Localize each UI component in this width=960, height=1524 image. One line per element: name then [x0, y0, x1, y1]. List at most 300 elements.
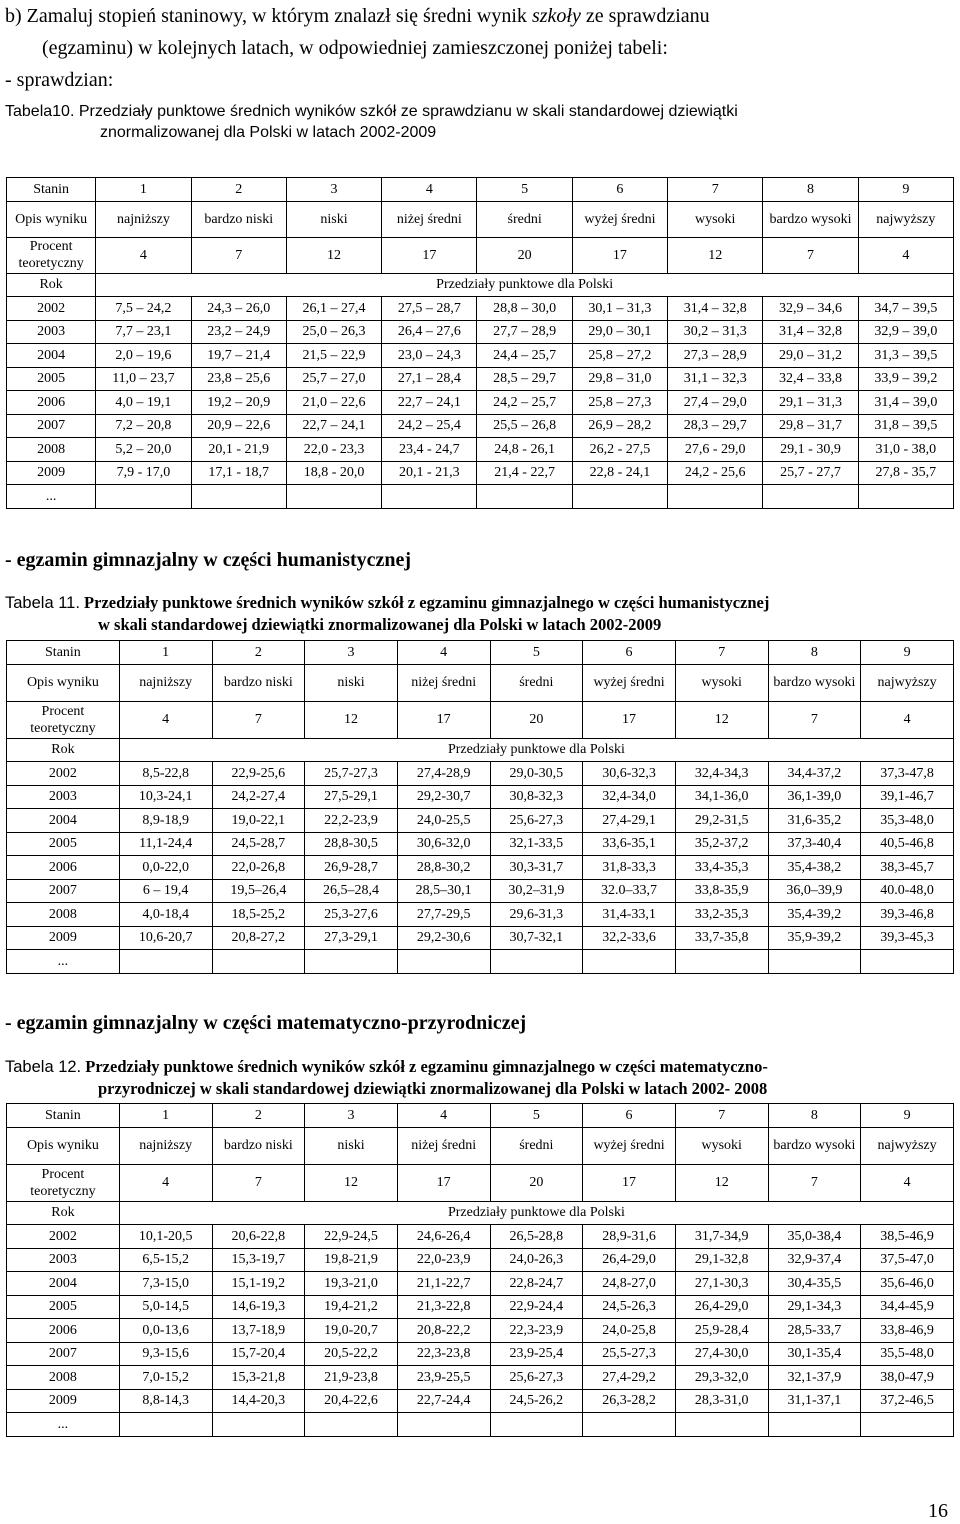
range-cell: 30,6-32,0	[397, 832, 490, 856]
range-cell: 14,6-19,3	[212, 1295, 305, 1319]
table11	[6, 640, 954, 974]
range-cell: 31,4-33,1	[583, 903, 676, 927]
range-cell: 28,3-31,0	[675, 1389, 768, 1413]
range-cell: 20,1 - 21,9	[191, 438, 286, 462]
range-cell: 27,4-29,2	[583, 1366, 676, 1390]
procent-cell: 12	[305, 1164, 398, 1201]
range-cell: 19,8-21,9	[305, 1248, 398, 1272]
range-cell: 21,1-22,7	[397, 1272, 490, 1296]
empty-cell	[668, 485, 763, 509]
range-cell: 29,2-31,5	[675, 809, 768, 833]
procent-cell: 17	[583, 1164, 676, 1201]
year-cell: 2006	[7, 856, 120, 880]
table-row	[7, 1342, 954, 1366]
empty-cell	[397, 1413, 490, 1437]
range-cell: 23,9-25,4	[490, 1342, 583, 1366]
range-cell: 32,2-33,6	[583, 926, 676, 950]
opis-cell: najwyższy	[861, 1127, 954, 1164]
table-row	[7, 1319, 954, 1343]
range-cell: 35,6-46,0	[861, 1272, 954, 1296]
stanin-label: Stanin	[7, 641, 120, 665]
year-cell: 2009	[7, 1389, 120, 1413]
procent-cell: 17	[583, 701, 676, 738]
rok-label: Rok	[7, 273, 96, 297]
empty-cell	[96, 485, 191, 509]
stanin-row	[7, 1104, 954, 1128]
task-intro	[5, 0, 710, 96]
range-cell: 22,0-26,8	[212, 856, 305, 880]
range-cell: 0,0-13,6	[119, 1319, 212, 1343]
range-cell: 26,4-29,0	[675, 1295, 768, 1319]
range-cell: 7,0-15,2	[119, 1366, 212, 1390]
range-cell: 35,5-48,0	[861, 1342, 954, 1366]
stanin-label: Stanin	[7, 178, 96, 202]
table11-caption: Tabela 11. Przedziały punktowe średnich wyników szkół z egzaminu gimnazjalnego w części humanistycznej w skali standardowej dziewiątki znormalizowanej dla Polski w latach 2002-2009	[5, 593, 770, 634]
rok-row	[7, 738, 954, 762]
range-cell: 17,1 - 18,7	[191, 461, 286, 485]
year-cell: 2006	[7, 391, 96, 415]
range-cell: 6,5-15,2	[119, 1248, 212, 1272]
stanin-cell: 9	[858, 178, 953, 202]
range-cell: 22,7-24,4	[397, 1389, 490, 1413]
table10	[6, 177, 954, 509]
empty-cell	[490, 1413, 583, 1437]
opis-cell: najwyższy	[861, 664, 954, 701]
procent-cell: 4	[96, 237, 191, 273]
year-cell: 2005	[7, 1295, 120, 1319]
range-cell: 29,1-32,8	[675, 1248, 768, 1272]
table-row	[7, 832, 954, 856]
range-cell: 33,7-35,8	[675, 926, 768, 950]
range-cell: 25,7 – 27,0	[286, 367, 381, 391]
range-cell: 22,9-25,6	[212, 762, 305, 786]
range-cell: 22,7 – 24,1	[382, 391, 477, 415]
range-cell: 21,3-22,8	[397, 1295, 490, 1319]
empty-cell	[382, 485, 477, 509]
range-cell: 24,8-27,0	[583, 1272, 676, 1296]
range-cell: 21,0 – 22,6	[286, 391, 381, 415]
table-row	[7, 856, 954, 880]
przedzialy-label: Przedziały punktowe dla Polski	[96, 273, 954, 297]
range-cell: 28,5-33,7	[768, 1319, 861, 1343]
range-cell: 14,4-20,3	[212, 1389, 305, 1413]
table-row	[7, 879, 954, 903]
range-cell: 25,3-27,6	[305, 903, 398, 927]
range-cell: 29,3-32,0	[675, 1366, 768, 1390]
range-cell: 35,9-39,2	[768, 926, 861, 950]
opis-cell: średni	[477, 201, 572, 237]
range-cell: 24,2 – 25,4	[382, 414, 477, 438]
ellipsis-cell: ...	[7, 1413, 120, 1437]
stanin-cell: 4	[397, 641, 490, 665]
table-row	[7, 367, 954, 391]
table-row	[7, 1389, 954, 1413]
procent-row	[7, 237, 954, 273]
stanin-cell: 5	[477, 178, 572, 202]
range-cell: 31,1 – 32,3	[668, 367, 763, 391]
procent-row	[7, 701, 954, 738]
range-cell: 8,5-22,8	[119, 762, 212, 786]
range-cell: 22,0 - 23,3	[286, 438, 381, 462]
stanin-cell: 4	[382, 178, 477, 202]
range-cell: 23,9-25,5	[397, 1366, 490, 1390]
range-cell: 27,6 - 29,0	[668, 438, 763, 462]
range-cell: 10,6-20,7	[119, 926, 212, 950]
range-cell: 29,0 – 30,1	[572, 320, 667, 344]
range-cell: 27,8 - 35,7	[858, 461, 953, 485]
empty-cell	[858, 485, 953, 509]
procent-cell: 20	[477, 237, 572, 273]
opis-cell: bardzo niski	[191, 201, 286, 237]
empty-cell	[191, 485, 286, 509]
range-cell: 38,5-46,9	[861, 1225, 954, 1249]
range-cell: 24,4 – 25,7	[477, 344, 572, 368]
procent-cell: 17	[572, 237, 667, 273]
ellipsis-row	[7, 950, 954, 974]
opis-cell: niski	[286, 201, 381, 237]
range-cell: 10,3-24,1	[119, 785, 212, 809]
range-cell: 32,4-34,0	[583, 785, 676, 809]
range-cell: 34,1-36,0	[675, 785, 768, 809]
range-cell: 29,1 - 30,9	[763, 438, 858, 462]
stanin-label: Stanin	[7, 1104, 120, 1128]
procent-cell: 7	[212, 701, 305, 738]
range-cell: 40,5-46,8	[861, 832, 954, 856]
przedzialy-label: Przedziały punktowe dla Polski	[119, 1201, 953, 1225]
empty-cell	[675, 1413, 768, 1437]
range-cell: 37,3-47,8	[861, 762, 954, 786]
range-cell: 31,7-34,9	[675, 1225, 768, 1249]
range-cell: 27,4-29,1	[583, 809, 676, 833]
range-cell: 36,1-39,0	[768, 785, 861, 809]
procent-cell: 4	[858, 237, 953, 273]
range-cell: 35,4-39,2	[768, 903, 861, 927]
opis-cell: wyżej średni	[583, 1127, 676, 1164]
opis-cell: niski	[305, 1127, 398, 1164]
range-cell: 31,0 - 38,0	[858, 438, 953, 462]
year-cell: 2003	[7, 785, 120, 809]
stanin-cell: 7	[675, 641, 768, 665]
year-cell: 2008	[7, 903, 120, 927]
empty-cell	[583, 1413, 676, 1437]
ellipsis-row	[7, 1413, 954, 1437]
range-cell: 21,4 - 22,7	[477, 461, 572, 485]
range-cell: 2,0 – 19,6	[96, 344, 191, 368]
range-cell: 27,5-29,1	[305, 785, 398, 809]
table-row	[7, 762, 954, 786]
range-cell: 32.0–33,7	[583, 879, 676, 903]
range-cell: 22,9-24,4	[490, 1295, 583, 1319]
stanin-cell: 1	[119, 1104, 212, 1128]
procent-cell: 12	[305, 701, 398, 738]
opis-cell: niski	[305, 664, 398, 701]
range-cell: 30,7-32,1	[490, 926, 583, 950]
stanin-cell: 1	[119, 641, 212, 665]
range-cell: 23,2 – 24,9	[191, 320, 286, 344]
stanin-cell: 9	[861, 641, 954, 665]
range-cell: 27,3 – 28,9	[668, 344, 763, 368]
range-cell: 0,0-22,0	[119, 856, 212, 880]
procent-label: Procent teoretyczny	[7, 237, 96, 273]
range-cell: 27,4-30,0	[675, 1342, 768, 1366]
range-cell: 26,2 - 27,5	[572, 438, 667, 462]
range-cell: 31,4 – 32,8	[668, 297, 763, 321]
table-row	[7, 438, 954, 462]
range-cell: 26,9 – 28,2	[572, 414, 667, 438]
empty-cell	[119, 950, 212, 974]
range-cell: 33,8-46,9	[861, 1319, 954, 1343]
range-cell: 25,8 – 27,2	[572, 344, 667, 368]
opis-cell: wysoki	[675, 1127, 768, 1164]
range-cell: 24,8 - 26,1	[477, 438, 572, 462]
range-cell: 4,0 – 19,1	[96, 391, 191, 415]
range-cell: 35,4-38,2	[768, 856, 861, 880]
range-cell: 13,7-18,9	[212, 1319, 305, 1343]
year-cell: 2008	[7, 438, 96, 462]
procent-cell: 7	[763, 237, 858, 273]
table-row	[7, 344, 954, 368]
opis-cell: najniższy	[119, 664, 212, 701]
year-cell: 2006	[7, 1319, 120, 1343]
table-row	[7, 785, 954, 809]
empty-cell	[305, 950, 398, 974]
range-cell: 29,0 – 31,2	[763, 344, 858, 368]
opis-cell: niżej średni	[397, 664, 490, 701]
procent-cell: 12	[668, 237, 763, 273]
range-cell: 24,0-26,3	[490, 1248, 583, 1272]
range-cell: 23,0 – 24,3	[382, 344, 477, 368]
table-row	[7, 297, 954, 321]
range-cell: 19,7 – 21,4	[191, 344, 286, 368]
range-cell: 24,2-27,4	[212, 785, 305, 809]
range-cell: 11,1-24,4	[119, 832, 212, 856]
range-cell: 22,3-23,8	[397, 1342, 490, 1366]
range-cell: 15,7-20,4	[212, 1342, 305, 1366]
range-cell: 22,2-23,9	[305, 809, 398, 833]
range-cell: 36,0–39,9	[768, 879, 861, 903]
range-cell: 32,9-37,4	[768, 1248, 861, 1272]
range-cell: 30,3-31,7	[490, 856, 583, 880]
empty-cell	[861, 950, 954, 974]
range-cell: 30,2–31,9	[490, 879, 583, 903]
procent-cell: 7	[212, 1164, 305, 1201]
year-cell: 2005	[7, 367, 96, 391]
opis-cell: wysoki	[675, 664, 768, 701]
range-cell: 7,3-15,0	[119, 1272, 212, 1296]
opis-cell: bardzo niski	[212, 1127, 305, 1164]
range-cell: 20,6-22,8	[212, 1225, 305, 1249]
range-cell: 30,1-35,4	[768, 1342, 861, 1366]
range-cell: 6 – 19,4	[119, 879, 212, 903]
range-cell: 25,5 – 26,8	[477, 414, 572, 438]
range-cell: 22,7 – 24,1	[286, 414, 381, 438]
range-cell: 33,8-35,9	[675, 879, 768, 903]
empty-cell	[861, 1413, 954, 1437]
opis-cell: niżej średni	[397, 1127, 490, 1164]
opis-label: Opis wyniku	[7, 664, 120, 701]
procent-cell: 12	[675, 701, 768, 738]
range-cell: 19,0-22,1	[212, 809, 305, 833]
stanin-cell: 2	[212, 1104, 305, 1128]
range-cell: 24,3 – 26,0	[191, 297, 286, 321]
procent-cell: 4	[861, 1164, 954, 1201]
range-cell: 28,9-31,6	[583, 1225, 676, 1249]
empty-cell	[675, 950, 768, 974]
range-cell: 37,5-47,0	[861, 1248, 954, 1272]
procent-cell: 12	[286, 237, 381, 273]
range-cell: 29,2-30,7	[397, 785, 490, 809]
range-cell: 26,4 – 27,6	[382, 320, 477, 344]
range-cell: 31,6-35,2	[768, 809, 861, 833]
stanin-cell: 3	[286, 178, 381, 202]
range-cell: 15,1-19,2	[212, 1272, 305, 1296]
table-row	[7, 414, 954, 438]
table-row	[7, 1248, 954, 1272]
range-cell: 22,0-23,9	[397, 1248, 490, 1272]
empty-cell	[763, 485, 858, 509]
opis-cell: wyżej średni	[583, 664, 676, 701]
stanin-cell: 5	[490, 641, 583, 665]
range-cell: 39,3-46,8	[861, 903, 954, 927]
empty-cell	[305, 1413, 398, 1437]
table10-caption: Tabela10. Przedziały punktowe średnich wyników szkół ze sprawdzianu w skali standardowej dziewiątki znormalizowanej dla Polski w latach 2002-2009	[5, 103, 738, 141]
table-row	[7, 809, 954, 833]
range-cell: 30,6-32,3	[583, 762, 676, 786]
year-cell: 2003	[7, 1248, 120, 1272]
year-cell: 2007	[7, 879, 120, 903]
stanin-cell: 2	[212, 641, 305, 665]
range-cell: 21,9-23,8	[305, 1366, 398, 1390]
opis-cell: bardzo niski	[212, 664, 305, 701]
range-cell: 25,6-27,3	[490, 1366, 583, 1390]
range-cell: 24,2 - 25,6	[668, 461, 763, 485]
range-cell: 32,1-37,9	[768, 1366, 861, 1390]
stanin-cell: 6	[572, 178, 667, 202]
range-cell: 5,0-14,5	[119, 1295, 212, 1319]
range-cell: 28,5–30,1	[397, 879, 490, 903]
range-cell: 7,7 – 23,1	[96, 320, 191, 344]
range-cell: 30,8-32,3	[490, 785, 583, 809]
opis-cell: najniższy	[96, 201, 191, 237]
range-cell: 20,5-22,2	[305, 1342, 398, 1366]
year-cell: 2002	[7, 762, 120, 786]
year-cell: 2005	[7, 832, 120, 856]
range-cell: 28,5 – 29,7	[477, 367, 572, 391]
procent-cell: 4	[861, 701, 954, 738]
range-cell: 29,1 – 31,3	[763, 391, 858, 415]
year-cell: 2009	[7, 926, 120, 950]
task-line-1: b) Zamaluj stopień staninowy, w którym znalazł się średni wynik szkoły ze sprawdzianu	[5, 5, 710, 27]
range-cell: 29,1-34,3	[768, 1295, 861, 1319]
opis-cell: najniższy	[119, 1127, 212, 1164]
procent-cell: 12	[675, 1164, 768, 1201]
opis-cell: niżej średni	[382, 201, 477, 237]
range-cell: 26,5–28,4	[305, 879, 398, 903]
section-sprawdzian-heading: - sprawdzian:	[5, 69, 114, 91]
range-cell: 33,4-35,3	[675, 856, 768, 880]
range-cell: 26,9-28,7	[305, 856, 398, 880]
table-row	[7, 1225, 954, 1249]
opis-label: Opis wyniku	[7, 201, 96, 237]
range-cell: 20,1 - 21,3	[382, 461, 477, 485]
year-cell: 2004	[7, 344, 96, 368]
year-cell: 2003	[7, 320, 96, 344]
range-cell: 31,1-37,1	[768, 1389, 861, 1413]
opis-row	[7, 664, 954, 701]
stanin-cell: 1	[96, 178, 191, 202]
empty-cell	[490, 950, 583, 974]
range-cell: 35,0-38,4	[768, 1225, 861, 1249]
range-cell: 24,5-28,7	[212, 832, 305, 856]
table-row	[7, 1366, 954, 1390]
table-row	[7, 1272, 954, 1296]
opis-cell: bardzo wysoki	[768, 1127, 861, 1164]
stanin-cell: 8	[768, 1104, 861, 1128]
table-row	[7, 320, 954, 344]
range-cell: 29,8 – 31,0	[572, 367, 667, 391]
rok-row	[7, 1201, 954, 1225]
range-cell: 40.0-48,0	[861, 879, 954, 903]
opis-cell: średni	[490, 664, 583, 701]
range-cell: 27,7-29,5	[397, 903, 490, 927]
table-row	[7, 926, 954, 950]
range-cell: 29,8 – 31,7	[763, 414, 858, 438]
ellipsis-cell: ...	[7, 950, 120, 974]
range-cell: 38,3-45,7	[861, 856, 954, 880]
range-cell: 33,9 – 39,2	[858, 367, 953, 391]
stanin-cell: 3	[305, 641, 398, 665]
empty-cell	[477, 485, 572, 509]
range-cell: 20,8-22,2	[397, 1319, 490, 1343]
empty-cell	[212, 950, 305, 974]
range-cell: 39,3-45,3	[861, 926, 954, 950]
range-cell: 33,6-35,1	[583, 832, 676, 856]
range-cell: 22,8-24,7	[490, 1272, 583, 1296]
range-cell: 4,0-18,4	[119, 903, 212, 927]
empty-cell	[583, 950, 676, 974]
range-cell: 5,2 – 20,0	[96, 438, 191, 462]
task-line-2: (egzaminu) w kolejnych latach, w odpowiedniej zamieszczonej poniżej tabeli:	[42, 37, 668, 59]
range-cell: 20,4-22,6	[305, 1389, 398, 1413]
year-cell: 2009	[7, 461, 96, 485]
range-cell: 8,9-18,9	[119, 809, 212, 833]
range-cell: 7,9 - 17,0	[96, 461, 191, 485]
range-cell: 34,4-45,9	[861, 1295, 954, 1319]
section-math-heading: - egzamin gimnazjalny w części matematyczno-przyrodniczej	[5, 1012, 527, 1034]
range-cell: 29,2-30,6	[397, 926, 490, 950]
rok-label: Rok	[7, 738, 120, 762]
stanin-cell: 6	[583, 641, 676, 665]
range-cell: 27,1 – 28,4	[382, 367, 477, 391]
procent-row	[7, 1164, 954, 1201]
opis-label: Opis wyniku	[7, 1127, 120, 1164]
range-cell: 29,6-31,3	[490, 903, 583, 927]
range-cell: 39,1-46,7	[861, 785, 954, 809]
table-row	[7, 903, 954, 927]
opis-cell: wysoki	[668, 201, 763, 237]
table12	[6, 1103, 954, 1437]
stanin-row	[7, 178, 954, 202]
range-cell: 11,0 – 23,7	[96, 367, 191, 391]
year-cell: 2004	[7, 809, 120, 833]
range-cell: 15,3-21,8	[212, 1366, 305, 1390]
range-cell: 22,3-23,9	[490, 1319, 583, 1343]
range-cell: 38,0-47,9	[861, 1366, 954, 1390]
range-cell: 28,8-30,5	[305, 832, 398, 856]
range-cell: 25,9-28,4	[675, 1319, 768, 1343]
range-cell: 7,2 – 20,8	[96, 414, 191, 438]
range-cell: 37,3-40,4	[768, 832, 861, 856]
